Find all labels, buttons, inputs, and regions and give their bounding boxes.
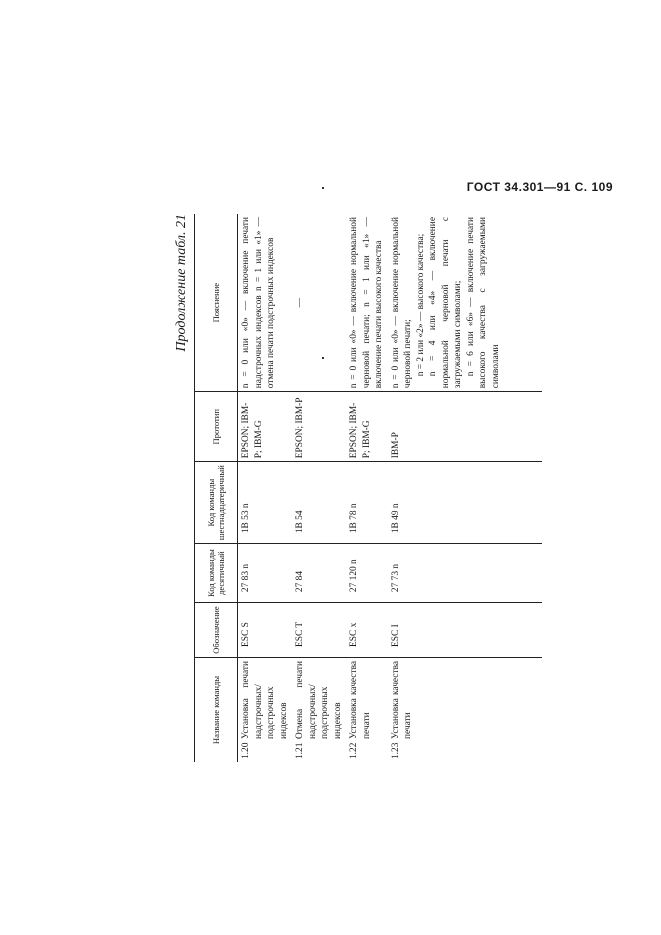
- header-name: Название команды: [195, 657, 238, 762]
- table-row: [346, 214, 388, 762]
- cell-code: ESC x: [346, 603, 388, 658]
- commands-table: [194, 214, 542, 762]
- explanation-line: n = 0 или «0» — включение нормальной черновой печати;: [390, 217, 413, 389]
- header-code: Обозначение: [195, 603, 238, 658]
- cell-prototype: EPSON; IBM-P; IBM-G: [238, 392, 293, 462]
- command-name: Установка качества печати: [349, 660, 372, 739]
- cell-decimal: 27 83 n: [238, 544, 293, 603]
- cell-hex: 1B 78 n: [346, 462, 388, 544]
- command-name: Отмена печати надстрочных/подстрочных индексов: [295, 660, 343, 739]
- command-name: Установка качества печати: [390, 660, 413, 739]
- cell-hex: 1B 53 n: [238, 462, 293, 544]
- rotated-table-block: [174, 214, 512, 762]
- cell-hex: 1B 54: [292, 462, 346, 544]
- cell-explanation: n = 0 или «0» — включение печати надстрочных индексов n = 1 или «1» — отмена печати подстрочных индексов: [238, 214, 293, 392]
- table-row: [238, 214, 293, 762]
- stray-mark: [322, 187, 324, 189]
- cell-explanation: [388, 214, 542, 392]
- table-row: [388, 214, 542, 762]
- cell-decimal: 27 73 n: [388, 544, 542, 603]
- cell-prototype: EPSON; IBM-P: [292, 392, 346, 462]
- cell-name: [346, 657, 388, 762]
- cell-decimal: 27 120 n: [346, 544, 388, 603]
- table-header-row: [195, 214, 238, 762]
- header-explanation: Пояснение: [195, 214, 238, 392]
- row-number: 1.21: [295, 742, 305, 759]
- explanation-line: n = 2 или «2» — высокого качества;: [415, 233, 426, 377]
- cell-explanation: —: [292, 214, 346, 392]
- row-number: 1.23: [390, 742, 401, 759]
- explanation-line: n = 4 или «4» — включение нормальной черновой печати с загружаемыми символами;: [428, 217, 463, 389]
- command-name: Установка печати надстрочных/подстрочных индексов: [241, 660, 289, 739]
- cell-code: ESC T: [292, 603, 346, 658]
- cell-name: [292, 657, 346, 762]
- row-number: 1.22: [349, 742, 359, 759]
- cell-explanation: n = 0 или «0» — включение нормальной черновой печати; n = 1 или «1» — включение печати высокого качества: [346, 214, 388, 392]
- header-prototype: Прототип: [195, 392, 238, 462]
- cell-code: ESC I: [388, 603, 542, 658]
- cell-decimal: 27 84: [292, 544, 346, 603]
- cell-prototype: EPSON; IBM-P; IBM-G: [346, 392, 388, 462]
- table-row: [292, 214, 346, 762]
- cell-code: ESC S: [238, 603, 293, 658]
- explanation-line: n = 6 или «6» — включение печати высокого качества с загружаемыми символами: [465, 217, 501, 389]
- cell-name: [238, 657, 293, 762]
- cell-name: [388, 657, 542, 762]
- cell-prototype: IBM-P: [388, 392, 542, 462]
- row-number: 1.20: [241, 742, 251, 759]
- header-hex: Код команды шестнадцатеричный: [195, 462, 238, 544]
- cell-hex: 1B 49 n: [388, 462, 542, 544]
- table-caption: Продолжение табл. 21: [174, 214, 189, 352]
- header-decimal: Код команды десятичный: [195, 544, 238, 603]
- page-header: ГОСТ 34.301—91 С. 109: [466, 180, 613, 194]
